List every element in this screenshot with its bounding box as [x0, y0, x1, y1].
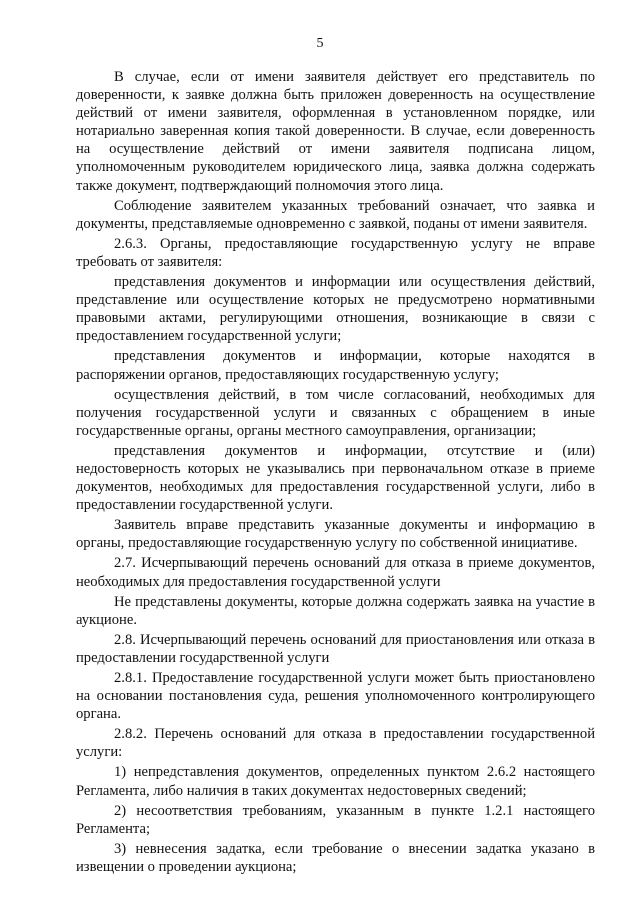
paragraph-2-8-2: 2.8.2. Перечень оснований для отказа в предоставлении государственной услуги:: [76, 726, 595, 761]
paragraph-compliance-meaning: Соблюдение заявителем указанных требований означает, что заявка и документы, представляемые одновременно с заявкой, поданы от имени заявителя.: [76, 197, 595, 232]
paragraph-requirement-documents-held: представления документов и информации, которые находятся в распоряжении органов, предоставляющих государственную услугу;: [76, 348, 595, 383]
paragraph-2-6-3: 2.6.3. Органы, предоставляющие государственную услугу не вправе требовать от заявителя:: [76, 235, 595, 270]
paragraph-item-1: 1) непредставления документов, определенных пунктом 2.6.2 настоящего Регламента, либо наличия в таких документах недостоверных сведений;: [76, 764, 595, 799]
document-body: [76, 68, 595, 878]
paragraph-2-7: 2.7. Исчерпывающий перечень оснований для отказа в приеме документов, необходимых для предоставления государственной услуги: [76, 555, 595, 590]
paragraph-2-8-1: 2.8.1. Предоставление государственной услуги может быть приостановлено на основании постановления суда, решения уполномоченного контролирующего органа.: [76, 670, 595, 723]
paragraph-item-2: 2) несоответствия требованиям, указанным в пункте 1.2.1 настоящего Регламента;: [76, 802, 595, 837]
paragraph-own-initiative: Заявитель вправе представить указанные документы и информацию в органы, предоставляющие государственную услугу по собственной инициативе.: [76, 517, 595, 552]
paragraph-requirement-approvals: осуществления действий, в том числе согласований, необходимых для получения государственной услуги и связанных с обращением в иные государственные органы, органы местного самоуправления, организации;: [76, 386, 595, 439]
paragraph-requirement-documents-actions: представления документов и информации или осуществления действий, представление или осуществление которых не предусмотрено нормативными правовыми актами, регулирующими отношения, возникающие в связи с предоставлением государственной услуги;: [76, 274, 595, 345]
paragraph-item-3: 3) невнесения задатка, если требование о внесении задатка указано в извещении о проведении аукциона;: [76, 840, 595, 875]
paragraph-representative-power-of-attorney: В случае, если от имени заявителя действует его представитель по доверенности, к заявке должна быть приложен доверенность на осуществление действий от имени заявителя, оформленная в установленном порядке, или нотариально заверенная копия такой доверенности. В случае, если доверенность на осуществление действий от имени заявителя подписана лицом, уполномоченным руководителем юридического лица, заявка должна содержать также документ, подтверждающий полномочия этого лица.: [76, 69, 595, 194]
paragraph-2-8: 2.8. Исчерпывающий перечень оснований для приостановления или отказа в предоставлении государственной услуги: [76, 631, 595, 666]
paragraph-requirement-unreliable-docs: представления документов и информации, отсутствие и (или) недостоверность которых не указывались при первоначальном отказе в приеме документов, необходимых для предоставления государственной услуги, либо в предоставлении государственной услуги.: [76, 442, 595, 514]
paragraph-no-documents: Не представлены документы, которые должна содержать заявка на участие в аукционе.: [76, 593, 595, 628]
page-number: 5: [316, 36, 324, 51]
